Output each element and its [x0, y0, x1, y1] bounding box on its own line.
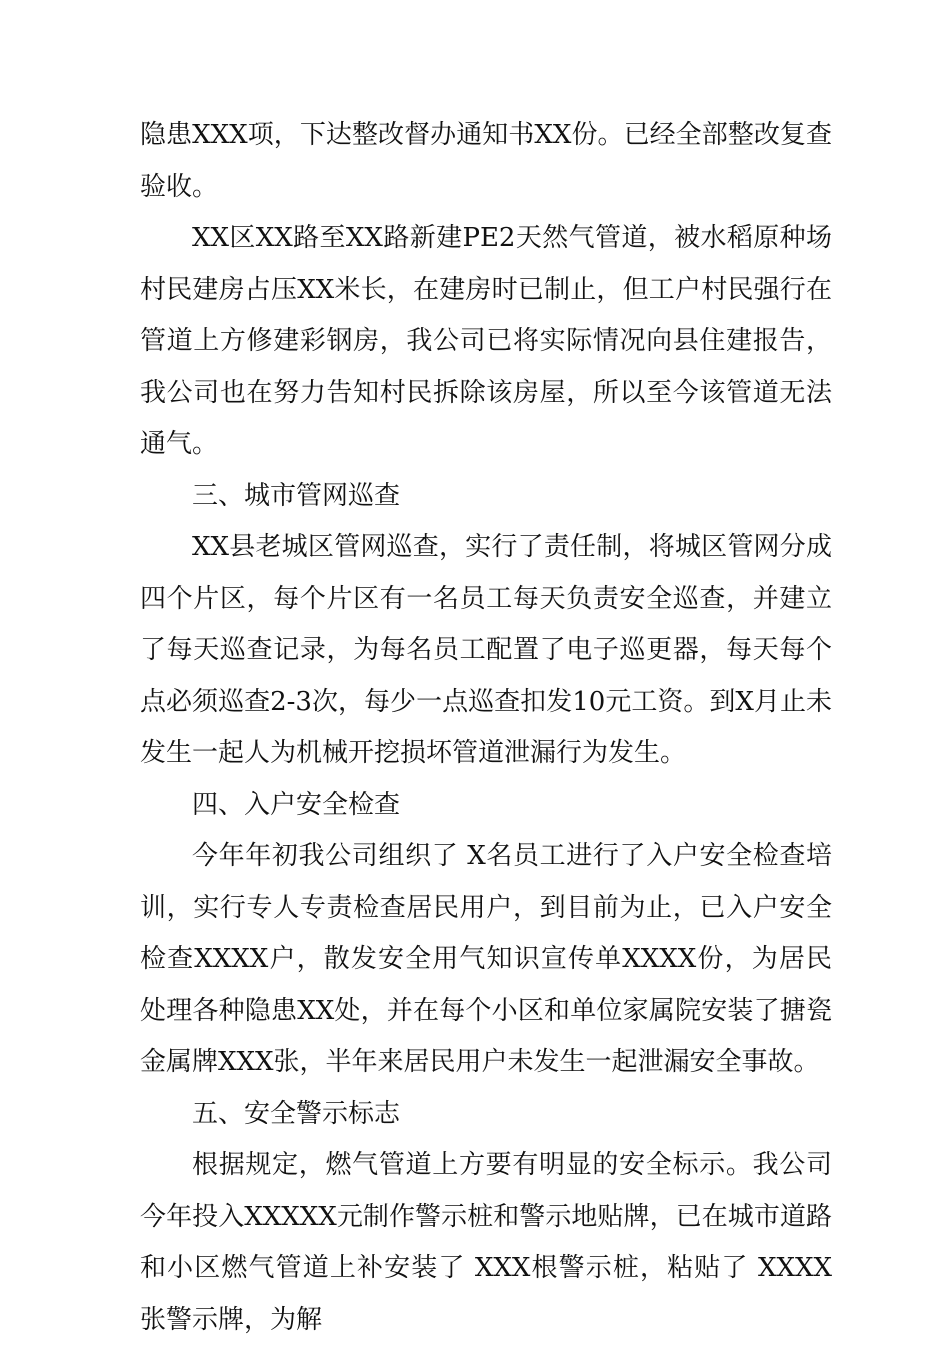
section-heading-pipe-network-patrol: 三、城市管网巡查 — [192, 480, 401, 511]
paragraph-pipeline-occupied: XX区XX路至XX路新建PE2天然气管道，被水稻原种场村民建房占压XX米长，在建房时已制止，但工户村民强行在管道上方修建彩钢房，我公司已将实际情况向县住建报告，我公司也在努力告知村民拆除该房屋，所以至今该管道无法通气。 — [140, 223, 832, 459]
paragraph-warning-signs: 根据规定，燃气管道上方要有明显的安全标示。我公司今年投入XXXXX元制作警示桩和警示地贴牌，已在城市道路和小区燃气管道上补安装了 XXX根警示桩，粘贴了 XXXX张警示牌，为解 — [140, 1150, 832, 1335]
document-body — [140, 110, 832, 1346]
paragraph-continuation: 隐患XXX项，下达整改督办通知书XX份。已经全部整改复查验收。 — [140, 120, 832, 202]
paragraph-pipe-network-patrol: XX县老城区管网巡查，实行了责任制，将城区管网分成四个片区，每个片区有一名员工每天负责安全巡查，并建立了每天巡查记录，为每名员工配置了电子巡更器，每天每个点必须巡查2-3次，每少一点巡查扣发10元工资。到X月止未发生一起人为机械开挖损坏管道泄漏行为发生。 — [140, 532, 832, 768]
section-heading-warning-signs: 五、安全警示标志 — [192, 1098, 401, 1129]
paragraph-household-inspection: 今年年初我公司组织了 X名员工进行了入户安全检查培训，实行专人专责检查居民用户，到目前为止，已入户安全检查XXXX户，散发安全用气知识宣传单XXXX份，为居民处理各种隐患XX处，并在每个小区和单位家属院安装了搪瓷金属牌XXX张，半年来居民用户未发生一起泄漏安全事故。 — [140, 841, 832, 1077]
section-heading-household-inspection: 四、入户安全检查 — [192, 789, 401, 820]
